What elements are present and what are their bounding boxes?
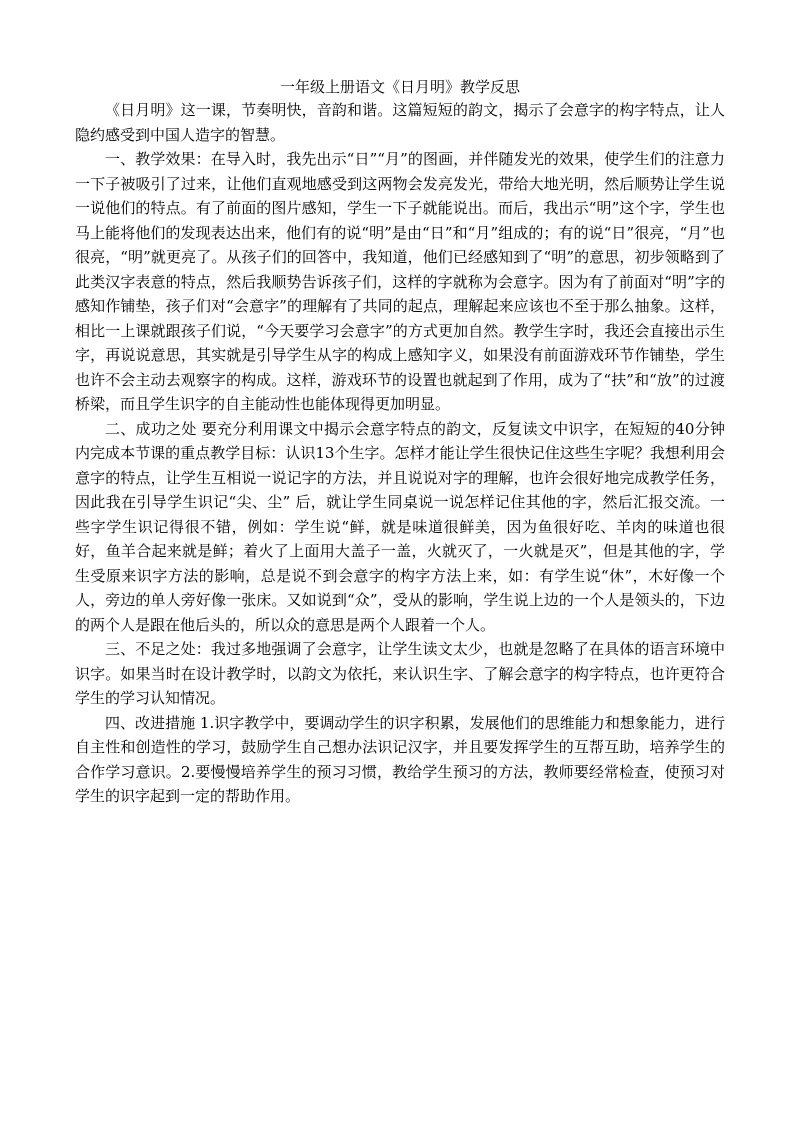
paragraph-intro: 《日月明》这一课，节奏明快，音韵和谐。这篇短短的韵文，揭示了会意字的构字特点，让人隐约感受到中国人造字的智慧。 <box>75 101 725 144</box>
document-page <box>75 76 725 809</box>
paragraph-improvements: 四、改进措施 1.识字教学中，要调动学生的识字积累，发展他们的思维能力和想象能力，进行自主性和创造性的学习，鼓励学生自己想办法识记汉字，并且要发挥学生的互帮互助，培养学生的合作学习意识。2.要慢慢培养学生的预习习惯，教给学生预习的方法，教师要经常检查，使预习对学生的识字起到一定的帮助作用。 <box>75 713 725 805</box>
paragraph-teaching-effect: 一、教学效果：在导入时，我先出示“日”“月”的图画，并伴随发光的效果，使学生们的注意力一下子被吸引了过来，让他们直观地感受到这两物会发亮发光，带给大地光明，然后顺势让学生说一说他们的特点。有了前面的图片感知，学生一下子就能说出。而后，我出示“明”这个字，学生也马上能将他们的发现表达出来，他们有的说“明”是由“日”和“月”组成的；有的说“日”很亮，“月”也很亮，“明”就更亮了。从孩子们的回答中，我知道，他们已经感知到了“明”的意思，初步领略到了此类汉字表意的特点，然后我顺势告诉孩子们，这样的字就称为会意字。因为有了前面对“明”字的感知作铺垫，孩子们对“会意字”的理解有了共同的起点，理解起来应该也不至于那么抽象。这样，相比一上课就跟孩子们说，“今天要学习会意字”的方式更加自然。教学生字时，我还会直接出示生字，再说说意思，其实就是引导学生从字的构成上感知字义，如果没有前面游戏环节作铺垫，学生也许不会主动去观察字的构成。这样，游戏环节的设置也就起到了作用，成为了“扶”和“放”的过渡桥梁，而且学生识字的自主能动性也能体现得更加明显。 <box>75 150 725 413</box>
paragraph-successes: 二、成功之处 要充分利用课文中揭示会意字特点的韵文，反复读文中识字，在短短的40分钟内完成本节课的重点教学目标：认识13个生字。怎样才能让学生很快记住这些生字呢？我想利用会意字的特点，让学生互相说一说记字的方法，并且说说对字的理解，也许会很好地完成教学任务，因此我在引导学生识记“尖、尘” 后，就让学生同桌说一说怎样记住其他的字，然后汇报交流。一些字学生识记得很不错，例如：学生说“鲜，就是味道很鲜美，因为鱼很好吃、羊肉的味道也很好，鱼羊合起来就是鲜；着火了上面用大盖子一盖，火就灭了，一火就是灭”，但是其他的字，学生受原来识字方法的影响，总是说不到会意字的构字方法上来，如：有学生说“休”，木好像一个人，旁边的单人旁好像一张床。又如说到“众”，受从的影响，学生说上边的一个人是领头的，下边的两个人是跟在他后头的，所以众的意思是两个人跟着一个人。 <box>75 419 725 634</box>
paragraph-shortcomings: 三、不足之处：我过多地强调了会意字，让学生读文太少，也就是忽略了在具体的语言环境中识字。如果当时在设计教学时，以韵文为依托，来认识生字、了解会意字的构字特点，也许更符合学生的学习认知情况。 <box>75 640 725 707</box>
document-title: 一年级上册语文《日月明》教学反思 <box>279 78 520 96</box>
